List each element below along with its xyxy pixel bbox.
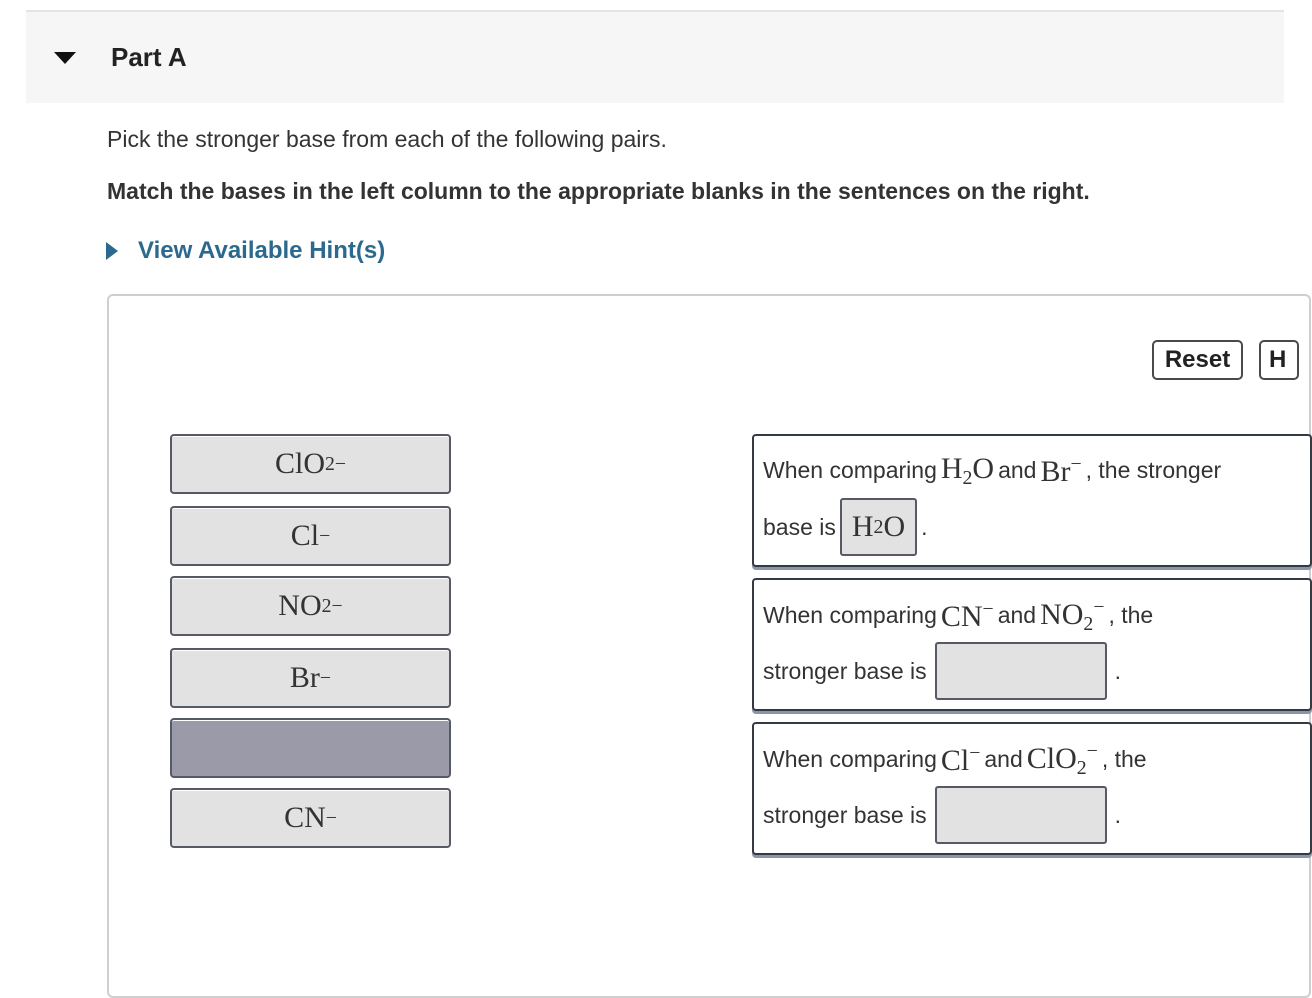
bank-empty-slot (170, 718, 451, 778)
question-text: stronger base is (763, 657, 927, 684)
chip-charge: − (325, 806, 337, 829)
question-text: and (997, 602, 1037, 629)
formula-charge: − (1086, 740, 1098, 762)
question-card-3 (752, 722, 1312, 855)
help-button[interactable]: H (1259, 340, 1299, 380)
chip-formula: Br (289, 661, 320, 694)
chip-subscript: 2 (324, 452, 335, 475)
chip-formula: ClO (274, 447, 325, 480)
question-text: and (984, 746, 1023, 773)
question-text: , the (1101, 746, 1147, 773)
chip-charge: − (331, 594, 343, 617)
answer-subscript: 2 (873, 515, 884, 538)
formula-subscript: 2 (1083, 612, 1094, 635)
question-text: base is (763, 513, 836, 540)
question-text: stronger base is (763, 801, 927, 828)
question-3-line-1 (763, 740, 1147, 780)
question-2-line-2 (763, 642, 1121, 700)
collapse-triangle-icon[interactable] (54, 52, 76, 64)
chip-charge: − (334, 452, 347, 475)
hint-label: View Available Hint(s) (138, 237, 386, 264)
chip-formula: CN (284, 801, 326, 834)
bank-chip-br[interactable] (170, 648, 451, 708)
chip-subscript: 2 (321, 594, 332, 617)
chip-formula: Cl (290, 519, 320, 552)
question-card-1 (752, 434, 1312, 567)
question-1-line-2 (763, 498, 928, 556)
reset-button[interactable]: Reset (1152, 340, 1243, 380)
formula-br (1040, 453, 1081, 489)
bank-chip-cl[interactable] (170, 506, 451, 566)
chip-charge: − (319, 524, 331, 547)
formula-charge: − (1070, 453, 1082, 476)
formula-subscript: 2 (1076, 756, 1087, 779)
question-text: When comparing (763, 457, 937, 484)
sentence-period: . (1114, 801, 1122, 828)
drop-target-1-filled[interactable] (840, 498, 917, 556)
part-header[interactable] (26, 12, 1284, 103)
formula-base: ClO (1026, 741, 1077, 775)
formula-tail: O (972, 452, 995, 485)
instruction-text: Pick the stronger base from each of the following pairs. (107, 126, 667, 152)
question-2-line-1 (763, 596, 1153, 636)
drop-target-2[interactable] (935, 642, 1107, 700)
formula-clo2 (1027, 740, 1098, 780)
formula-base: CN (940, 599, 983, 633)
question-text: , the stronger (1085, 457, 1222, 484)
match-instruction: Match the bases in the left column to the appropriate blanks in the sentences on the right. (107, 178, 1090, 204)
question-card-2 (752, 578, 1312, 711)
bank-chip-clo2[interactable] (170, 434, 451, 494)
question-1-line-1 (763, 452, 1221, 490)
bank-chip-cn[interactable] (170, 788, 451, 848)
formula-base: Cl (940, 743, 970, 777)
formula-subscript: 2 (962, 466, 973, 489)
formula-charge: − (969, 741, 981, 764)
question-text: and (998, 457, 1037, 484)
part-title: Part A (111, 42, 187, 72)
formula-charge: − (982, 597, 994, 620)
formula-no2 (1040, 596, 1104, 636)
hint-expand-icon (106, 242, 118, 260)
formula-cn (941, 598, 994, 634)
question-text: , the (1108, 602, 1154, 629)
sentence-period: . (921, 513, 928, 540)
chip-formula: NO (278, 589, 322, 622)
sentence-period: . (1114, 657, 1122, 684)
formula-base: NO (1040, 597, 1084, 631)
question-text: When comparing (763, 602, 937, 629)
answer-base: H (851, 510, 874, 543)
chip-charge: − (319, 666, 332, 689)
formula-charge: − (1093, 596, 1105, 618)
formula-base: Br (1040, 454, 1071, 488)
bank-chip-no2[interactable] (170, 576, 451, 636)
drop-target-3[interactable] (935, 786, 1107, 844)
formula-cl (941, 742, 981, 778)
view-hints-link[interactable] (106, 237, 385, 265)
question-3-line-2 (763, 786, 1121, 844)
formula-base: H (940, 452, 963, 485)
answer-tail: O (883, 510, 906, 543)
question-text: When comparing (763, 746, 937, 773)
formula-h2o (941, 452, 994, 490)
